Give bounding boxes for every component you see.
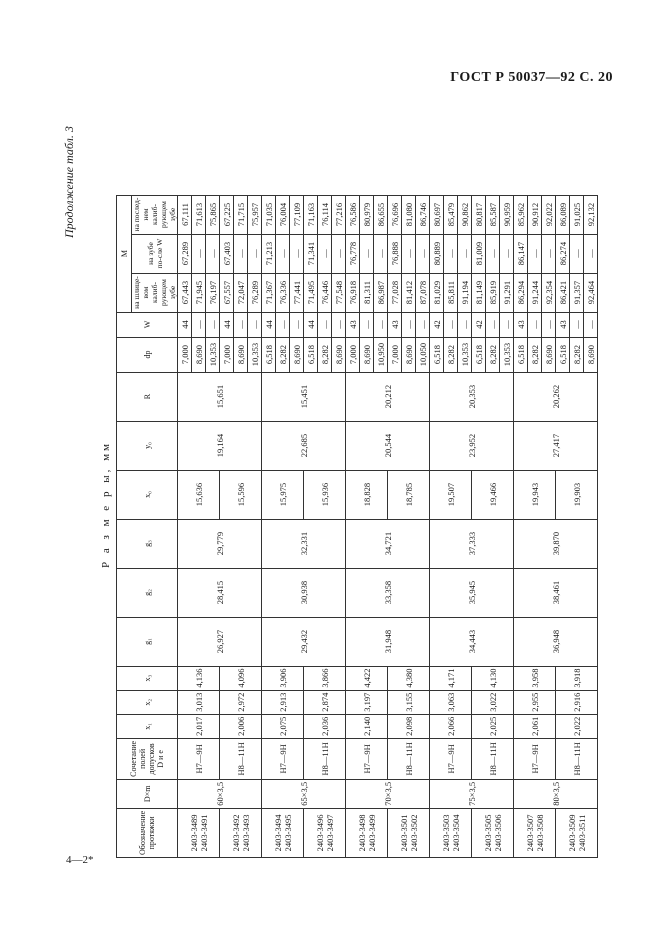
x2-cell: 3,013 bbox=[178, 690, 220, 714]
dp-cell: 10,050 bbox=[416, 337, 430, 372]
dp-cell: 8,282 bbox=[486, 337, 500, 372]
dp-cell: 8,282 bbox=[318, 337, 332, 372]
m3-cell: 67,111 bbox=[178, 195, 192, 234]
table-row bbox=[514, 195, 528, 857]
dimensions-table bbox=[116, 195, 598, 858]
designation-cell: 2403-3507 2403-3508 bbox=[514, 808, 556, 857]
m3-cell: 90,959 bbox=[500, 195, 514, 234]
combination-cell: H8—11H bbox=[388, 738, 430, 779]
g2-cell: 35,945 bbox=[430, 568, 514, 617]
w-cell: — bbox=[570, 312, 584, 337]
dp-cell: 6,518 bbox=[430, 337, 444, 372]
m1-cell: 81,311 bbox=[360, 273, 374, 312]
m1-cell: 77,441 bbox=[290, 273, 304, 312]
w-cell: 43 bbox=[346, 312, 360, 337]
dp-cell: 6,518 bbox=[514, 337, 528, 372]
x3-cell: 3,866 bbox=[304, 666, 346, 690]
dp-cell: 7,000 bbox=[388, 337, 402, 372]
dp-cell: 8,282 bbox=[276, 337, 290, 372]
col-header-x2: x₂ bbox=[117, 690, 178, 714]
m3-cell: 80,697 bbox=[430, 195, 444, 234]
page-header: ГОСТ Р 50037—92 С. 20 bbox=[450, 70, 613, 85]
m1-cell: 91,194 bbox=[458, 273, 472, 312]
m3-cell: 75,957 bbox=[248, 195, 262, 234]
col-header-r: R bbox=[117, 372, 178, 421]
m2-cell: 71,213 bbox=[262, 234, 276, 273]
m2-cell: 67,289 bbox=[178, 234, 192, 273]
col-header-m: M bbox=[117, 195, 132, 312]
col-header-g1: g₁ bbox=[117, 617, 178, 666]
m2-cell: — bbox=[500, 234, 514, 273]
dp-cell: 6,518 bbox=[472, 337, 486, 372]
x3-cell: 4,136 bbox=[178, 666, 220, 690]
g3-cell: 39,870 bbox=[514, 519, 598, 568]
w-cell: — bbox=[248, 312, 262, 337]
g3-cell: 37,333 bbox=[430, 519, 514, 568]
m2-cell: — bbox=[234, 234, 248, 273]
m2-cell: — bbox=[374, 234, 388, 273]
g1-cell: 29,432 bbox=[262, 617, 346, 666]
w-cell: 43 bbox=[514, 312, 528, 337]
x2-cell: 3,063 bbox=[430, 690, 472, 714]
m3-cell: 71,613 bbox=[192, 195, 206, 234]
col-header-m2: на зубе по-сле W bbox=[132, 234, 178, 273]
designation-cell: 2403-3505 2403-3506 bbox=[472, 808, 514, 857]
x3-cell: 4,130 bbox=[472, 666, 514, 690]
x0-cell: 15,636 bbox=[178, 470, 220, 519]
w-cell: 42 bbox=[472, 312, 486, 337]
g2-cell: 33,358 bbox=[346, 568, 430, 617]
m1-cell: 76,446 bbox=[318, 273, 332, 312]
m3-cell: 85,479 bbox=[444, 195, 458, 234]
designation-cell: 2403-3501 2403-3502 bbox=[388, 808, 430, 857]
x2-cell: 3,022 bbox=[472, 690, 514, 714]
x0-cell: 19,943 bbox=[514, 470, 556, 519]
x1-cell: 2,006 bbox=[220, 714, 262, 738]
x1-cell: 2,066 bbox=[430, 714, 472, 738]
m3-cell: 76,004 bbox=[276, 195, 290, 234]
r-cell: 20,262 bbox=[514, 372, 598, 421]
combination-cell: H8—11H bbox=[304, 738, 346, 779]
m3-cell: 86,746 bbox=[416, 195, 430, 234]
x0-cell: 19,466 bbox=[472, 470, 514, 519]
m1-cell: 76,336 bbox=[276, 273, 290, 312]
m1-cell: 76,289 bbox=[248, 273, 262, 312]
col-header-dp: dp bbox=[117, 337, 178, 372]
dp-cell: 7,000 bbox=[346, 337, 360, 372]
g2-cell: 38,461 bbox=[514, 568, 598, 617]
x2-cell: 2,972 bbox=[220, 690, 262, 714]
m3-cell: 90,912 bbox=[528, 195, 542, 234]
m1-cell: 87,078 bbox=[416, 273, 430, 312]
w-cell: — bbox=[290, 312, 304, 337]
designation-cell: 2403-3503 2403-3504 bbox=[430, 808, 472, 857]
dp-cell: 8,690 bbox=[234, 337, 248, 372]
m2-cell: — bbox=[444, 234, 458, 273]
m2-cell: — bbox=[290, 234, 304, 273]
designation-cell: 2403-3489 2403-3491 bbox=[178, 808, 220, 857]
m3-cell: 86,655 bbox=[374, 195, 388, 234]
w-cell: — bbox=[332, 312, 346, 337]
w-cell: — bbox=[206, 312, 220, 337]
m1-cell: 85,811 bbox=[444, 273, 458, 312]
dp-cell: 8,282 bbox=[444, 337, 458, 372]
dp-cell: 7,000 bbox=[178, 337, 192, 372]
x2-cell: 2,913 bbox=[262, 690, 304, 714]
col-header-combination: Сочетание полей допусков D и e bbox=[117, 738, 178, 779]
m2-cell: — bbox=[584, 234, 598, 273]
x3-cell: 3,918 bbox=[556, 666, 598, 690]
table-row bbox=[262, 195, 276, 857]
y0-cell: 27,417 bbox=[514, 421, 598, 470]
m3-cell: 85,587 bbox=[486, 195, 500, 234]
x0-cell: 19,903 bbox=[556, 470, 598, 519]
w-cell: — bbox=[500, 312, 514, 337]
m2-cell: 86,274 bbox=[556, 234, 570, 273]
w-cell: — bbox=[458, 312, 472, 337]
col-header-w: W bbox=[117, 312, 178, 337]
x2-cell: 2,874 bbox=[304, 690, 346, 714]
m2-cell: — bbox=[318, 234, 332, 273]
col-header-dm: D×m bbox=[117, 779, 178, 808]
x3-cell: 4,096 bbox=[220, 666, 262, 690]
dp-cell: 8,282 bbox=[570, 337, 584, 372]
col-header-x1: x₁ bbox=[117, 714, 178, 738]
x3-cell: 4,422 bbox=[346, 666, 388, 690]
m1-cell: 91,357 bbox=[570, 273, 584, 312]
m2-cell: — bbox=[486, 234, 500, 273]
x3-cell: 3,906 bbox=[262, 666, 304, 690]
m1-cell: 77,548 bbox=[332, 273, 346, 312]
table-row bbox=[346, 195, 360, 857]
x1-cell: 2,036 bbox=[304, 714, 346, 738]
x0-cell: 18,785 bbox=[388, 470, 430, 519]
dp-cell: 8,690 bbox=[360, 337, 374, 372]
r-cell: 20,353 bbox=[430, 372, 514, 421]
w-cell: — bbox=[374, 312, 388, 337]
y0-cell: 19,164 bbox=[178, 421, 262, 470]
x0-cell: 18,828 bbox=[346, 470, 388, 519]
r-cell: 15,451 bbox=[262, 372, 346, 421]
dm-cell: 80×3,5 bbox=[514, 779, 598, 808]
m2-cell: 86,147 bbox=[514, 234, 528, 273]
w-cell: 42 bbox=[430, 312, 444, 337]
m1-cell: 81,149 bbox=[472, 273, 486, 312]
dm-cell: 70×3,5 bbox=[346, 779, 430, 808]
m3-cell: 90,862 bbox=[458, 195, 472, 234]
m1-cell: 81,412 bbox=[402, 273, 416, 312]
m1-cell: 81,029 bbox=[430, 273, 444, 312]
w-cell: — bbox=[486, 312, 500, 337]
w-cell: 44 bbox=[304, 312, 318, 337]
dp-cell: 8,282 bbox=[528, 337, 542, 372]
combination-cell: H7—9H bbox=[178, 738, 220, 779]
dp-cell: 8,690 bbox=[290, 337, 304, 372]
rotated-table-area bbox=[62, 98, 632, 858]
m2-cell: 67,403 bbox=[220, 234, 234, 273]
m1-cell: 71,945 bbox=[192, 273, 206, 312]
w-cell: 43 bbox=[556, 312, 570, 337]
x1-cell: 2,017 bbox=[178, 714, 220, 738]
w-cell: — bbox=[584, 312, 598, 337]
m3-cell: 76,586 bbox=[346, 195, 360, 234]
dimensions-title: Р а з м е р ы, мм bbox=[100, 440, 112, 568]
x1-cell: 2,098 bbox=[388, 714, 430, 738]
m2-cell: — bbox=[192, 234, 206, 273]
w-cell: — bbox=[444, 312, 458, 337]
x1-cell: 2,025 bbox=[472, 714, 514, 738]
m1-cell: 92,464 bbox=[584, 273, 598, 312]
w-cell: 44 bbox=[178, 312, 192, 337]
table-row bbox=[178, 195, 192, 857]
x0-cell: 15,936 bbox=[304, 470, 346, 519]
y0-cell: 20,544 bbox=[346, 421, 430, 470]
dp-cell: 6,518 bbox=[262, 337, 276, 372]
m1-cell: 76,918 bbox=[346, 273, 360, 312]
dp-cell: 10,353 bbox=[206, 337, 220, 372]
dp-cell: 8,690 bbox=[402, 337, 416, 372]
x1-cell: 2,061 bbox=[514, 714, 556, 738]
sheet-mark: 4—2* bbox=[66, 854, 94, 866]
col-header-x0: x₀ bbox=[117, 470, 178, 519]
w-cell: — bbox=[528, 312, 542, 337]
combination-cell: H7—9H bbox=[514, 738, 556, 779]
col-header-m3: на послед-нем калиб-рующем зубе bbox=[132, 195, 178, 234]
x0-cell: 15,596 bbox=[220, 470, 262, 519]
dp-cell: 10,353 bbox=[500, 337, 514, 372]
m3-cell: 71,163 bbox=[304, 195, 318, 234]
m1-cell: 71,367 bbox=[262, 273, 276, 312]
m2-cell: — bbox=[458, 234, 472, 273]
m3-cell: 67,225 bbox=[220, 195, 234, 234]
m3-cell: 71,715 bbox=[234, 195, 248, 234]
m2-cell: — bbox=[248, 234, 262, 273]
m2-cell: 76,778 bbox=[346, 234, 360, 273]
m1-cell: 67,557 bbox=[220, 273, 234, 312]
designation-cell: 2403-3492 2403-3493 bbox=[220, 808, 262, 857]
table-caption: Продолжение табл. 3 bbox=[62, 126, 76, 238]
x3-cell: 4,380 bbox=[388, 666, 430, 690]
m2-cell: — bbox=[416, 234, 430, 273]
m2-cell: 71,341 bbox=[304, 234, 318, 273]
m2-cell: — bbox=[570, 234, 584, 273]
w-cell: — bbox=[276, 312, 290, 337]
m1-cell: 86,421 bbox=[556, 273, 570, 312]
m1-cell: 85,919 bbox=[486, 273, 500, 312]
col-header-y0: y₀ bbox=[117, 421, 178, 470]
x2-cell: 2,916 bbox=[556, 690, 598, 714]
combination-cell: H8—11H bbox=[472, 738, 514, 779]
m1-cell: 92,354 bbox=[542, 273, 556, 312]
g3-cell: 34,721 bbox=[346, 519, 430, 568]
dp-cell: 10,353 bbox=[458, 337, 472, 372]
m1-cell: 67,443 bbox=[178, 273, 192, 312]
m2-cell: — bbox=[360, 234, 374, 273]
combination-cell: H8—11H bbox=[220, 738, 262, 779]
m2-cell: — bbox=[528, 234, 542, 273]
m3-cell: 76,114 bbox=[318, 195, 332, 234]
table-row bbox=[430, 195, 444, 857]
m2-cell: 80,889 bbox=[430, 234, 444, 273]
w-cell: 44 bbox=[220, 312, 234, 337]
m3-cell: 75,865 bbox=[206, 195, 220, 234]
m3-cell: 71,035 bbox=[262, 195, 276, 234]
m3-cell: 81,080 bbox=[402, 195, 416, 234]
m2-cell: — bbox=[332, 234, 346, 273]
g2-cell: 30,938 bbox=[262, 568, 346, 617]
dp-cell: 8,690 bbox=[542, 337, 556, 372]
col-header-g3: g₃ bbox=[117, 519, 178, 568]
m3-cell: 80,817 bbox=[472, 195, 486, 234]
dp-cell: 8,690 bbox=[192, 337, 206, 372]
w-cell: — bbox=[542, 312, 556, 337]
w-cell: 43 bbox=[388, 312, 402, 337]
m1-cell: 76,197 bbox=[206, 273, 220, 312]
combination-cell: H8—11H bbox=[556, 738, 598, 779]
m1-cell: 71,495 bbox=[304, 273, 318, 312]
m3-cell: 80,979 bbox=[360, 195, 374, 234]
y0-cell: 22,685 bbox=[262, 421, 346, 470]
g1-cell: 26,927 bbox=[178, 617, 262, 666]
m1-cell: 72,047 bbox=[234, 273, 248, 312]
combination-cell: H7—9H bbox=[430, 738, 472, 779]
w-cell: — bbox=[402, 312, 416, 337]
dm-cell: 60×3,5 bbox=[178, 779, 262, 808]
col-header-x3: x₃ bbox=[117, 666, 178, 690]
m1-cell: 77,028 bbox=[388, 273, 402, 312]
m1-cell: 91,244 bbox=[528, 273, 542, 312]
m2-cell: — bbox=[276, 234, 290, 273]
m3-cell: 91,025 bbox=[570, 195, 584, 234]
m3-cell: 85,962 bbox=[514, 195, 528, 234]
m1-cell: 86,294 bbox=[514, 273, 528, 312]
g3-cell: 32,331 bbox=[262, 519, 346, 568]
x3-cell: 4,171 bbox=[430, 666, 472, 690]
r-cell: 15,651 bbox=[178, 372, 262, 421]
m2-cell: — bbox=[402, 234, 416, 273]
dp-cell: 10,353 bbox=[248, 337, 262, 372]
w-cell: — bbox=[416, 312, 430, 337]
m2-cell: — bbox=[206, 234, 220, 273]
m3-cell: 77,109 bbox=[290, 195, 304, 234]
m2-cell: 76,888 bbox=[388, 234, 402, 273]
dp-cell: 8,690 bbox=[584, 337, 598, 372]
m3-cell: 86,089 bbox=[556, 195, 570, 234]
designation-cell: 2403-3509 2403-3511 bbox=[556, 808, 598, 857]
m3-cell: 76,696 bbox=[388, 195, 402, 234]
g2-cell: 28,415 bbox=[178, 568, 262, 617]
m1-cell: 91,291 bbox=[500, 273, 514, 312]
m2-cell: 81,009 bbox=[472, 234, 486, 273]
g1-cell: 36,948 bbox=[514, 617, 598, 666]
dm-cell: 65×3,5 bbox=[262, 779, 346, 808]
x1-cell: 2,075 bbox=[262, 714, 304, 738]
col-header-g2: g₂ bbox=[117, 568, 178, 617]
dp-cell: 6,518 bbox=[304, 337, 318, 372]
m3-cell: 77,216 bbox=[332, 195, 346, 234]
col-header-m1: на шлице-вом калиб-рующем зубе bbox=[132, 273, 178, 312]
col-header-designation: Обозначение протяжки bbox=[117, 808, 178, 857]
dp-cell: 7,000 bbox=[220, 337, 234, 372]
g3-cell: 29,779 bbox=[178, 519, 262, 568]
designation-cell: 2403-3498 2403-3499 bbox=[346, 808, 388, 857]
dp-cell: 8,690 bbox=[332, 337, 346, 372]
designation-cell: 2403-3496 2403-3497 bbox=[304, 808, 346, 857]
r-cell: 20,212 bbox=[346, 372, 430, 421]
dp-cell: 6,518 bbox=[556, 337, 570, 372]
m2-cell: — bbox=[542, 234, 556, 273]
dm-cell: 75×3,5 bbox=[430, 779, 514, 808]
x0-cell: 15,975 bbox=[262, 470, 304, 519]
w-cell: — bbox=[318, 312, 332, 337]
x1-cell: 2,140 bbox=[346, 714, 388, 738]
w-cell: — bbox=[234, 312, 248, 337]
x2-cell: 2,955 bbox=[514, 690, 556, 714]
x0-cell: 19,507 bbox=[430, 470, 472, 519]
designation-cell: 2403-3494 2403-3495 bbox=[262, 808, 304, 857]
m1-cell: 86,987 bbox=[374, 273, 388, 312]
y0-cell: 23,952 bbox=[430, 421, 514, 470]
g1-cell: 31,948 bbox=[346, 617, 430, 666]
g1-cell: 34,443 bbox=[430, 617, 514, 666]
w-cell: — bbox=[360, 312, 374, 337]
combination-cell: H7—9H bbox=[346, 738, 388, 779]
w-cell: — bbox=[192, 312, 206, 337]
m3-cell: 92,022 bbox=[542, 195, 556, 234]
x2-cell: 3,197 bbox=[346, 690, 388, 714]
w-cell: 44 bbox=[262, 312, 276, 337]
combination-cell: H7—9H bbox=[262, 738, 304, 779]
x2-cell: 3,155 bbox=[388, 690, 430, 714]
m3-cell: 92,132 bbox=[584, 195, 598, 234]
dp-cell: 10,950 bbox=[374, 337, 388, 372]
x3-cell: 3,958 bbox=[514, 666, 556, 690]
x1-cell: 2,022 bbox=[556, 714, 598, 738]
